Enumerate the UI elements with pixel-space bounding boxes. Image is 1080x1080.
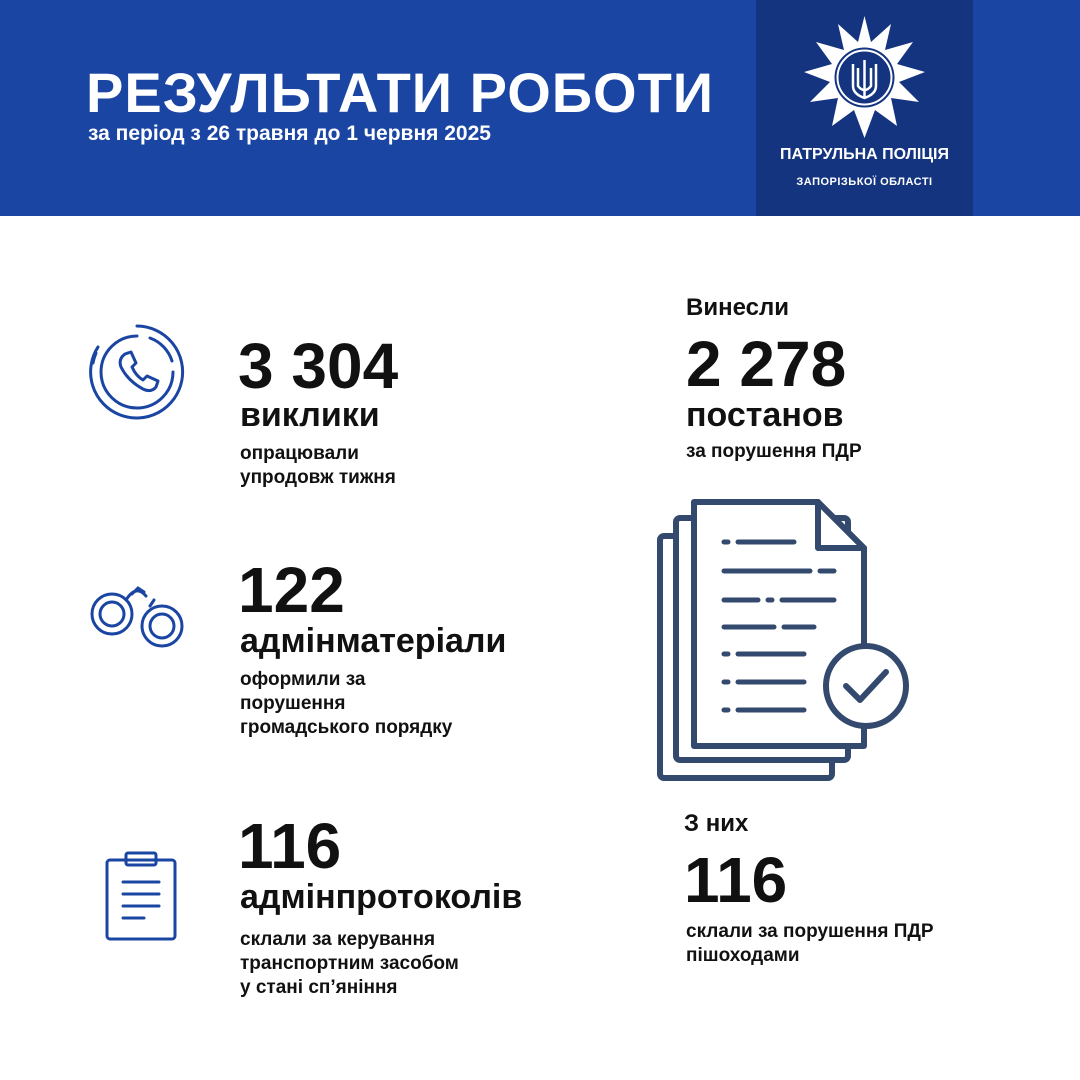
calls-description: опрацювали упродовж тижня — [240, 443, 396, 488]
phone-icon — [88, 323, 186, 421]
resolutions-label: постанов — [686, 396, 844, 434]
police-badge — [756, 0, 973, 216]
police-star-trident-icon — [801, 14, 928, 141]
pedestrians-value: 116 — [684, 844, 788, 916]
admin-protocols-description: склали за керування транспортним засобом у стані сп’яніння — [240, 929, 459, 998]
pedestrians-prefix: З них — [684, 810, 749, 837]
admin-materials-value: 122 — [238, 554, 345, 626]
calls-label: виклики — [240, 396, 380, 434]
clipboard-icon — [104, 850, 178, 942]
pedestrians-description: склали за порушення ПДР пішоходами — [686, 921, 934, 966]
admin-protocols-value: 116 — [238, 810, 342, 882]
resolutions-description: за порушення ПДР — [686, 441, 862, 462]
page-subtitle: за період з 26 травня до 1 червня 2025 — [88, 122, 491, 145]
admin-materials-label: адмінматеріали — [240, 622, 507, 660]
page-title: РЕЗУЛЬТАТИ РОБОТИ — [86, 61, 715, 124]
resolutions-value: 2 278 — [686, 328, 847, 400]
badge-region: ЗАПОРІЗЬКОЇ ОБЛАСТІ — [796, 176, 933, 188]
admin-protocols-label: адмінпротоколів — [240, 878, 523, 916]
header-banner — [0, 0, 1080, 216]
resolutions-prefix: Винесли — [686, 294, 789, 321]
badge-name: ПАТРУЛЬНА ПОЛІЦІЯ — [780, 146, 949, 163]
calls-value: 3 304 — [238, 330, 399, 402]
admin-materials-description: оформили за порушення громадського порядку — [240, 669, 453, 738]
handcuffs-icon — [88, 578, 188, 660]
documents-checkmark-icon — [654, 496, 914, 786]
